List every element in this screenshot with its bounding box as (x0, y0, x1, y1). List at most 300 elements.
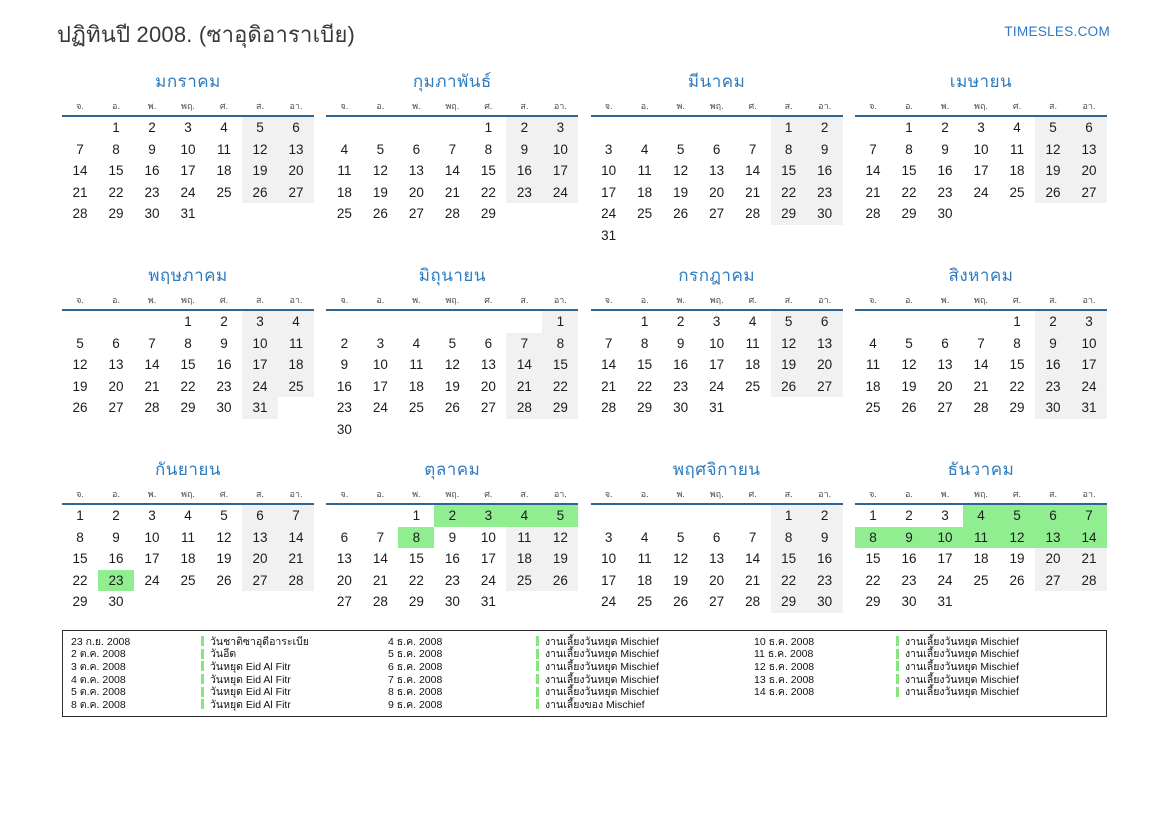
day-cell: 7 (506, 333, 542, 355)
day-cell: 16 (144, 163, 160, 178)
weekday-label: อา. (818, 489, 832, 499)
weekday-label: ส. (784, 295, 793, 305)
day-cell: 5 (1035, 117, 1071, 139)
weekday-label: จ. (76, 101, 84, 111)
day-cell: 16 (506, 160, 542, 182)
day-cell: 5 (220, 508, 228, 523)
month-title: มีนาคม (687, 72, 746, 91)
day-cell: 27 (709, 594, 725, 609)
day-cell: 15 (865, 551, 881, 566)
day-cell: 16 (901, 551, 917, 566)
day-cell: 4 (184, 508, 192, 523)
weekday-label: อ. (376, 101, 385, 111)
day-cell: 26 (72, 400, 88, 415)
month-12 (855, 458, 1107, 652)
day-cell: 21 (72, 184, 88, 200)
day-cell: 17 (242, 354, 278, 376)
weekday-header-row (855, 487, 1107, 505)
empty-cell (807, 225, 843, 247)
week-row (591, 203, 843, 225)
day-cell: 18 (1009, 163, 1025, 178)
day-cell: 27 (408, 206, 424, 221)
day-cell: 9 (1035, 333, 1071, 355)
day-cell: 1 (184, 314, 192, 329)
day-cell: 13 (242, 527, 278, 549)
week-row (326, 591, 578, 613)
week-row (855, 160, 1107, 182)
day-cell: 11 (337, 163, 352, 178)
legend-entry-label: วันหยุด Eid Al Fitr (210, 686, 291, 699)
week-row (855, 117, 1107, 139)
day-cell: 11 (278, 333, 314, 355)
day-cell: 1 (905, 120, 913, 135)
day-cell: 19 (1009, 551, 1025, 566)
legend-entry (63, 698, 378, 711)
day-cell: 22 (480, 184, 496, 200)
day-cell: 8 (771, 527, 807, 549)
day-cell: 14 (745, 551, 761, 566)
weekday-label: ส. (256, 295, 264, 305)
day-cell: 11 (637, 163, 652, 178)
empty-cell (326, 117, 362, 139)
day-cell: 8 (112, 141, 120, 157)
day-cell: 24 (372, 400, 388, 415)
week-row (326, 117, 578, 139)
weekday-label: พฤ. (445, 101, 460, 111)
empty-cell (699, 505, 735, 527)
day-cell: 8 (398, 527, 434, 549)
legend-column-2 (378, 635, 748, 716)
empty-cell (134, 591, 170, 613)
day-cell: 14 (144, 357, 160, 372)
legend-entry-date: 11 ธ.ค. 2008 (754, 648, 814, 661)
day-cell: 28 (444, 206, 460, 221)
day-cell: 15 (1009, 357, 1025, 372)
legend-entry-label: งานเลี้ยงวันหยุด Mischief (545, 686, 659, 699)
weekday-label: พฤ. (974, 101, 988, 111)
day-cell: 12 (999, 527, 1035, 549)
day-cell: 24 (144, 572, 160, 588)
day-cell: 18 (408, 378, 424, 394)
holiday-marker-bar (536, 636, 539, 646)
day-cell: 13 (1071, 139, 1107, 161)
day-cell: 20 (937, 378, 953, 394)
weekday-label: พฤ. (709, 489, 724, 499)
day-cell: 12 (771, 333, 807, 355)
day-cell: 20 (278, 160, 314, 182)
day-cell: 18 (216, 163, 232, 178)
day-cell: 9 (506, 139, 542, 161)
legend-entry-label: วันอีด (210, 648, 237, 661)
day-cell: 27 (278, 182, 314, 204)
legend-entry-label: งานเลี้ยงวันหยุด Mischief (545, 635, 659, 648)
day-cell: 1 (76, 508, 84, 523)
day-cell: 14 (1071, 527, 1107, 549)
legend-entry-date: 10 ธ.ค. 2008 (754, 635, 815, 648)
day-cell: 19 (372, 184, 388, 200)
day-cell: 16 (108, 551, 124, 566)
empty-cell (362, 311, 398, 333)
weekday-label: อา. (1082, 489, 1096, 499)
day-cell: 13 (278, 139, 314, 161)
day-cell: 5 (905, 335, 913, 351)
day-cell: 27 (480, 400, 496, 415)
empty-cell (470, 311, 506, 333)
week-row (855, 182, 1107, 204)
weekday-label: พฤ. (181, 489, 195, 499)
day-cell: 30 (901, 594, 917, 609)
weekday-label: อ. (905, 489, 913, 499)
day-cell: 2 (1035, 311, 1071, 333)
day-cell: 7 (76, 141, 84, 157)
day-cell: 10 (480, 529, 496, 545)
legend-entry-date: 23 ก.ย. 2008 (71, 635, 131, 648)
legend-entry-label: วันชาติซาอุดีอาระเบีย (210, 635, 309, 648)
day-cell: 4 (1013, 120, 1021, 135)
weekday-label: อา. (1082, 295, 1096, 305)
day-cell: 4 (220, 120, 228, 135)
legend-entry-date: 5 ต.ค. 2008 (71, 686, 126, 699)
weekday-label: อ. (376, 489, 385, 499)
weekday-label: พ. (412, 295, 421, 305)
day-cell: 14 (278, 527, 314, 549)
day-cell: 29 (542, 397, 578, 419)
day-cell: 15 (108, 163, 124, 178)
weekday-label: อ. (905, 295, 913, 305)
weekday-label: ส. (784, 489, 793, 499)
weekday-label: อา. (818, 295, 832, 305)
day-cell: 6 (712, 529, 721, 545)
weekday-header-row (62, 487, 314, 505)
empty-cell (278, 203, 314, 225)
day-cell: 18 (745, 357, 761, 372)
week-row (326, 160, 578, 182)
day-cell: 20 (1035, 548, 1071, 570)
day-cell: 23 (336, 400, 352, 415)
day-cell: 16 (673, 357, 689, 372)
day-cell: 13 (408, 163, 424, 178)
month-title: ตุลาคม (424, 460, 481, 479)
day-cell: 24 (601, 206, 617, 221)
day-cell: 17 (973, 163, 989, 178)
legend-entry (748, 685, 1106, 698)
day-cell: 21 (372, 572, 388, 588)
legend-entry-label: งานเลี้ยงวันหยุด Mischief (545, 660, 659, 673)
day-cell: 17 (601, 184, 617, 200)
day-cell: 22 (542, 376, 578, 398)
day-cell: 23 (98, 570, 134, 592)
day-cell: 11 (637, 551, 652, 566)
day-cell: 16 (336, 378, 352, 394)
weekday-label: ส. (784, 101, 793, 111)
week-row (591, 333, 843, 355)
weekday-label: ศ. (748, 295, 757, 305)
day-cell: 25 (637, 594, 653, 609)
day-cell: 15 (72, 551, 88, 566)
day-cell: 29 (637, 400, 653, 415)
legend-entry (378, 698, 748, 711)
day-cell: 5 (676, 529, 685, 545)
day-cell: 19 (216, 551, 232, 566)
day-cell: 31 (1071, 397, 1107, 419)
empty-cell (699, 117, 735, 139)
day-cell: 5 (542, 505, 578, 527)
weekday-label: จ. (340, 295, 349, 305)
week-row (62, 182, 314, 204)
holiday-marker-bar (201, 661, 204, 671)
day-cell: 13 (709, 163, 725, 178)
day-cell: 14 (72, 163, 88, 178)
day-cell: 4 (412, 335, 421, 351)
week-row (326, 333, 578, 355)
empty-cell (362, 117, 398, 139)
day-cell: 17 (1071, 354, 1107, 376)
legend-entry-date: 8 ต.ค. 2008 (71, 698, 126, 711)
day-cell: 10 (542, 139, 578, 161)
day-cell: 17 (709, 357, 725, 372)
day-cell: 3 (604, 529, 613, 545)
day-cell: 18 (637, 184, 653, 200)
day-cell: 23 (216, 378, 232, 394)
day-cell: 9 (220, 335, 228, 351)
day-cell: 8 (76, 529, 84, 545)
week-row (62, 311, 314, 333)
day-cell: 26 (216, 572, 232, 588)
day-cell: 12 (372, 163, 388, 178)
holiday-marker-bar (201, 699, 204, 709)
day-cell: 29 (901, 206, 917, 221)
day-cell: 6 (941, 335, 949, 351)
day-cell: 4 (640, 141, 649, 157)
empty-cell (170, 591, 206, 613)
day-cell: 10 (1071, 333, 1107, 355)
month-7 (591, 264, 843, 458)
week-row (326, 548, 578, 570)
day-cell: 4 (869, 335, 877, 351)
legend-entry-label: งานเลี้ยงวันหยุด Mischief (905, 686, 1019, 699)
weekday-label: อ. (640, 101, 649, 111)
empty-cell (627, 505, 663, 527)
legend-column-3 (748, 635, 1106, 716)
day-cell: 29 (771, 591, 807, 613)
week-row (591, 139, 843, 161)
day-cell: 25 (506, 570, 542, 592)
day-cell: 19 (771, 354, 807, 376)
week-row (855, 139, 1107, 161)
day-cell: 20 (1071, 160, 1107, 182)
day-cell: 22 (408, 572, 424, 588)
legend-entry-label: วันหยุด Eid Al Fitr (210, 673, 291, 686)
day-cell: 28 (865, 206, 881, 221)
week-row (591, 182, 843, 204)
day-cell: 23 (807, 570, 843, 592)
weekday-label: จ. (76, 489, 84, 499)
weekday-label: ศ. (1012, 295, 1022, 305)
day-cell: 8 (640, 335, 649, 351)
day-cell: 3 (941, 508, 949, 523)
day-cell: 21 (444, 184, 460, 200)
weekday-label: พ. (412, 489, 421, 499)
day-cell: 21 (278, 548, 314, 570)
month-title: พฤษภาคม (148, 266, 228, 285)
weekday-label: อ. (640, 489, 649, 499)
day-cell: 12 (673, 163, 689, 178)
empty-cell (242, 591, 278, 613)
weekday-label: จ. (340, 101, 349, 111)
day-cell: 27 (1071, 182, 1107, 204)
day-cell: 1 (771, 117, 807, 139)
empty-cell (891, 311, 927, 333)
weekday-header-row (326, 99, 578, 117)
day-cell: 28 (72, 206, 88, 221)
empty-cell (999, 203, 1035, 225)
legend-entry-label: งานเลี้ยงวันหยุด Mischief (905, 660, 1019, 673)
empty-cell (1035, 203, 1071, 225)
week-row (591, 591, 843, 613)
empty-cell (98, 311, 134, 333)
month-6 (326, 264, 578, 458)
weekday-label: จ. (604, 295, 613, 305)
empty-cell (506, 419, 542, 441)
day-cell: 5 (448, 335, 457, 351)
week-row (326, 139, 578, 161)
day-cell: 24 (1071, 376, 1107, 398)
day-cell: 15 (637, 357, 653, 372)
weekday-label: ส. (520, 101, 529, 111)
weekday-label: ศ. (219, 101, 229, 111)
week-row (591, 397, 843, 419)
day-cell: 18 (506, 548, 542, 570)
day-cell: 30 (444, 594, 460, 609)
legend-entry-date: 6 ธ.ค. 2008 (388, 660, 443, 673)
day-cell: 9 (340, 357, 349, 372)
weekday-label: พฤ. (974, 295, 988, 305)
week-row (62, 203, 314, 225)
empty-cell (627, 225, 663, 247)
week-row (591, 225, 843, 247)
day-cell: 17 (542, 160, 578, 182)
month-11 (591, 458, 843, 652)
day-cell: 3 (470, 505, 506, 527)
weekday-label: ส. (256, 489, 264, 499)
day-cell: 16 (937, 163, 953, 178)
week-row (591, 570, 843, 592)
empty-cell (326, 311, 362, 333)
day-cell: 20 (336, 572, 352, 588)
empty-cell (542, 419, 578, 441)
holiday-marker-bar (536, 661, 539, 671)
week-row (62, 505, 314, 527)
weekday-label: ศ. (1012, 489, 1022, 499)
day-cell: 8 (184, 335, 192, 351)
day-cell: 21 (144, 378, 160, 394)
empty-cell (927, 311, 963, 333)
day-cell: 29 (865, 594, 881, 609)
month-title: กรกฎาคม (678, 266, 756, 285)
day-cell: 20 (480, 378, 496, 394)
day-cell: 1 (640, 314, 649, 329)
day-cell: 18 (637, 572, 653, 588)
day-cell: 14 (444, 163, 460, 178)
day-cell: 3 (242, 311, 278, 333)
day-cell: 10 (927, 527, 963, 549)
week-row (62, 160, 314, 182)
week-row (326, 376, 578, 398)
empty-cell (506, 591, 542, 613)
month-title: มกราคม (155, 72, 221, 91)
day-cell: 22 (108, 184, 124, 200)
weekday-label: พฤ. (181, 295, 195, 305)
day-cell: 13 (709, 551, 725, 566)
empty-cell (242, 203, 278, 225)
day-cell: 7 (148, 335, 156, 351)
day-cell: 14 (973, 357, 989, 372)
holiday-marker-bar (201, 636, 204, 646)
empty-cell (855, 311, 891, 333)
weekday-label: พฤ. (181, 101, 195, 111)
empty-cell (735, 397, 771, 419)
empty-cell (62, 117, 98, 139)
day-cell: 30 (807, 203, 843, 225)
empty-cell (542, 591, 578, 613)
day-cell: 7 (448, 141, 457, 157)
weekday-label: ส. (1048, 489, 1057, 499)
week-row (326, 203, 578, 225)
weekday-label: ศ. (484, 295, 493, 305)
day-cell: 27 (709, 206, 725, 221)
empty-cell (807, 397, 843, 419)
site-link[interactable]: TIMESLES.COM (1004, 24, 1110, 39)
week-row (62, 139, 314, 161)
day-cell: 23 (673, 378, 689, 394)
day-cell: 6 (412, 141, 421, 157)
day-cell: 23 (506, 182, 542, 204)
day-cell: 16 (807, 160, 843, 182)
day-cell: 26 (1009, 572, 1025, 588)
day-cell: 2 (434, 505, 470, 527)
day-cell: 10 (973, 141, 989, 157)
week-row (326, 397, 578, 419)
day-cell: 19 (1035, 160, 1071, 182)
day-cell: 12 (72, 357, 88, 372)
day-cell: 22 (1009, 378, 1025, 394)
page-title: ปฏิทินปี 2008. (ซาอุดิอาราเบีย) (57, 22, 356, 47)
week-row (855, 311, 1107, 333)
weekday-label: พฤ. (709, 101, 724, 111)
day-cell: 3 (977, 120, 985, 135)
months-grid (62, 70, 1107, 652)
week-row (591, 505, 843, 527)
empty-cell (470, 419, 506, 441)
day-cell: 28 (745, 594, 761, 609)
week-row (855, 591, 1107, 613)
weekday-label: พ. (147, 489, 157, 499)
day-cell: 8 (855, 527, 891, 549)
legend-entry-date: 9 ธ.ค. 2008 (388, 698, 443, 711)
day-cell: 12 (673, 551, 689, 566)
day-cell: 24 (709, 378, 725, 394)
day-cell: 23 (937, 184, 953, 200)
day-cell: 6 (1071, 117, 1107, 139)
day-cell: 7 (278, 505, 314, 527)
day-cell: 30 (1035, 397, 1071, 419)
day-cell: 10 (709, 335, 725, 351)
holiday-marker-bar (201, 674, 204, 684)
day-cell: 26 (542, 570, 578, 592)
week-row (62, 117, 314, 139)
month-1 (62, 70, 314, 264)
day-cell: 15 (771, 548, 807, 570)
